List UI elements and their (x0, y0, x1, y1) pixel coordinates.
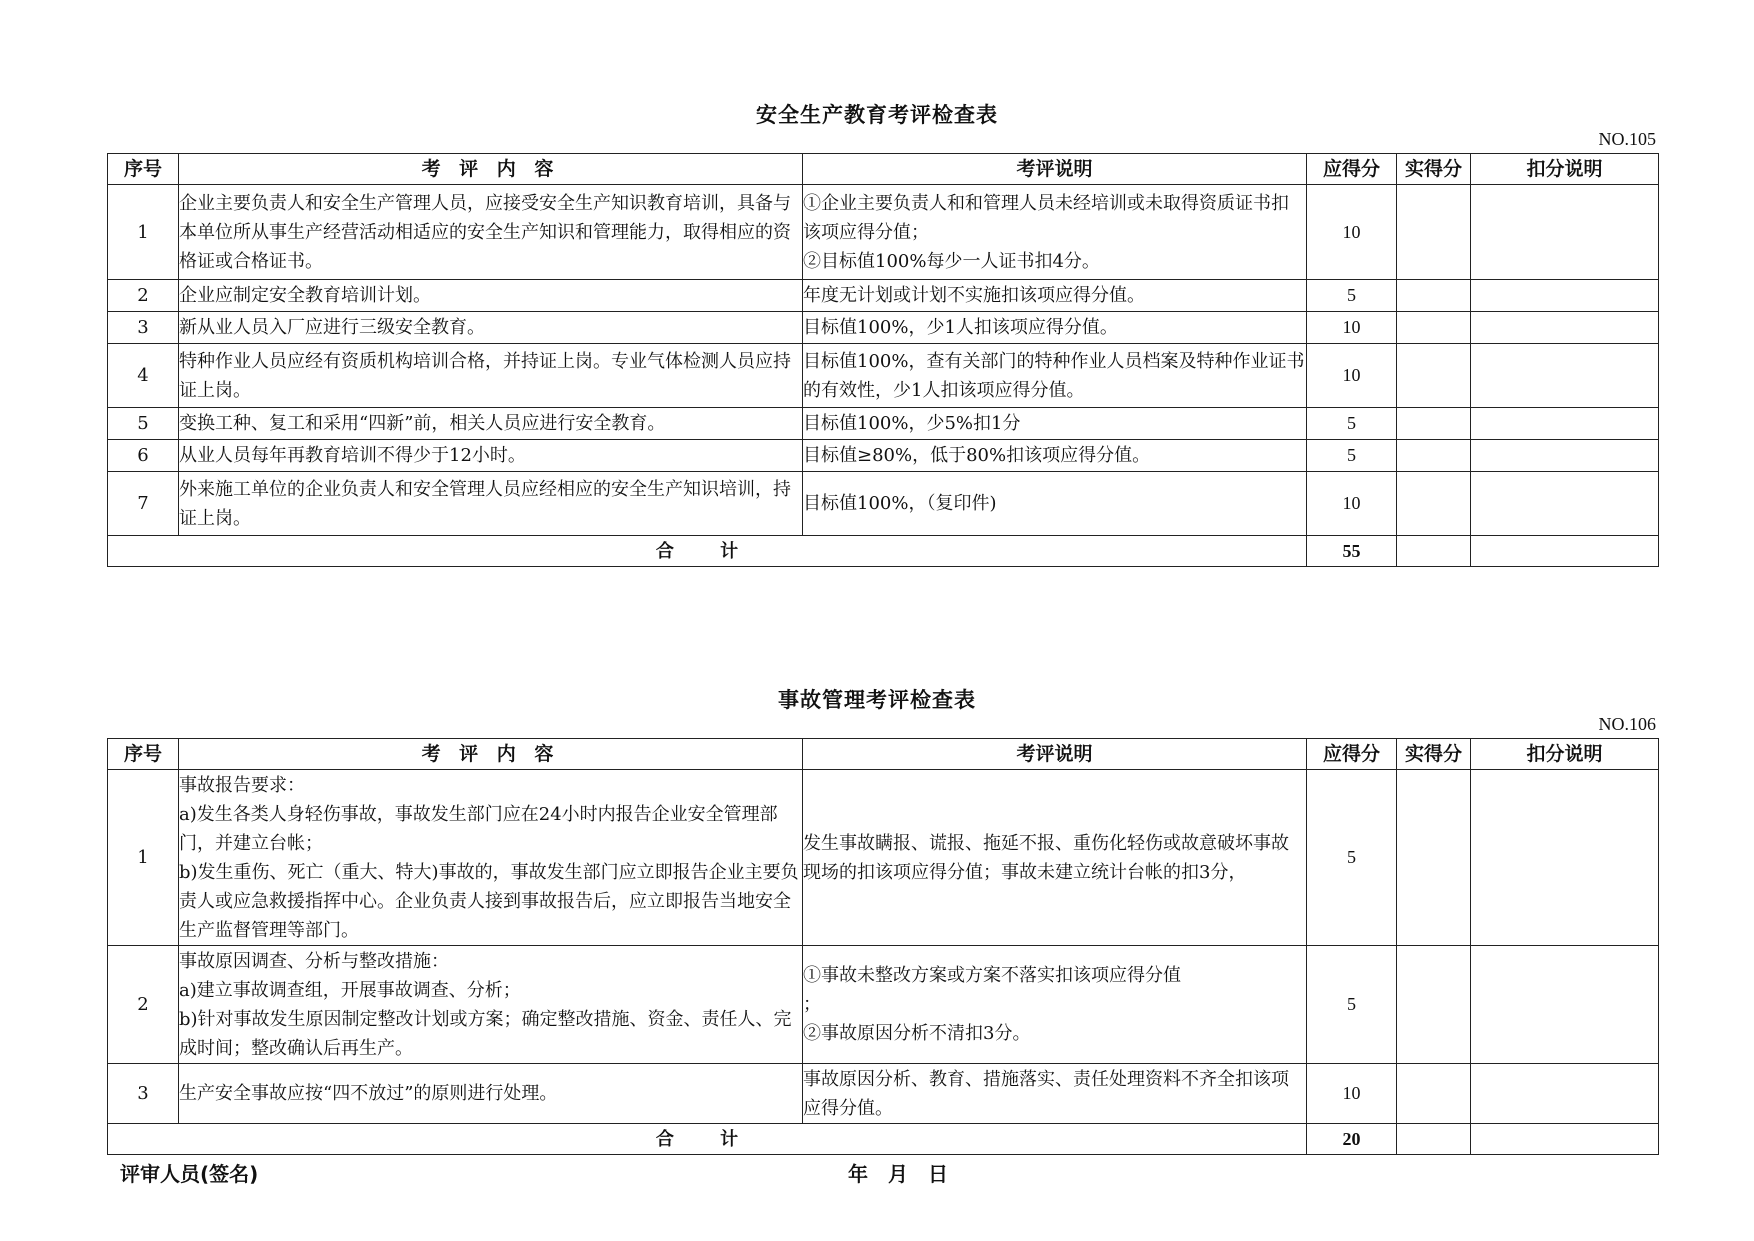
row-points: 5 (1307, 440, 1397, 472)
row-actual-score[interactable] (1397, 770, 1471, 946)
row-actual-score[interactable] (1397, 312, 1471, 344)
row-content-text: 事故原因调查、分析与整改措施： a)建立事故调查组，开展事故调查、分析； b)针对事故发生原因制定整改计划或方案；确定整改措施、资金、责任人、完成时间；整改确认后再生产。 (179, 950, 792, 1059)
row-points: 5 (1307, 770, 1397, 946)
table-row (108, 344, 1659, 408)
row-desc-text: 目标值≥80%，低于80%扣该项应得分值。 (803, 445, 1151, 466)
row-content (179, 946, 803, 1064)
row-desc-text: 目标值100%，少1人扣该项应得分值。 (803, 317, 1118, 338)
total-points: 20 (1307, 1124, 1397, 1155)
table-row (108, 280, 1659, 312)
table-row (108, 312, 1659, 344)
row-points: 5 (1307, 280, 1397, 312)
col-header-points: 应得分 (1307, 154, 1397, 185)
col-header-no: 序号 (108, 154, 179, 185)
row-desc (803, 344, 1307, 408)
table2-total-row (108, 1124, 1659, 1155)
row-content-text: 特种作业人员应经有资质机构培训合格，并持证上岗。专业气体检测人员应持证上岗。 (179, 350, 791, 401)
table2-title: 事故管理考评检查表 (778, 688, 976, 712)
row-content-text: 新从业人员入厂应进行三级安全教育。 (179, 317, 485, 338)
row-desc (803, 440, 1307, 472)
row-content-text: 企业应制定安全教育培训计划。 (179, 285, 431, 306)
row-content (179, 770, 803, 946)
row-no: 4 (108, 344, 179, 408)
row-desc (803, 312, 1307, 344)
row-deduction-note[interactable] (1471, 280, 1659, 312)
row-no: 7 (108, 472, 179, 536)
row-desc-text: 发生事故瞒报、谎报、拖延不报、重伤化轻伤或故意破坏事故现场的扣该项应得分值；事故未建立统计台帐的扣3分， (803, 832, 1289, 883)
row-points: 10 (1307, 312, 1397, 344)
row-desc-text: 事故原因分析、教育、措施落实、责任处理资料不齐全扣该项应得分值。 (803, 1068, 1289, 1119)
row-no: 3 (108, 1064, 179, 1124)
row-actual-score[interactable] (1397, 185, 1471, 280)
row-deduction-note[interactable] (1471, 946, 1659, 1064)
row-actual-score[interactable] (1397, 408, 1471, 440)
row-no: 5 (108, 408, 179, 440)
row-content-text: 变换工种、复工和采用“四新”前，相关人员应进行安全教育。 (179, 413, 666, 434)
row-actual-score[interactable] (1397, 472, 1471, 536)
col-header-content: 考 评 内 容 (179, 739, 803, 770)
table1-title: 安全生产教育考评检查表 (756, 103, 998, 127)
col-header-desc: 考评说明 (803, 739, 1307, 770)
col-header-actual: 实得分 (1397, 739, 1471, 770)
total-deduction-note[interactable] (1471, 536, 1659, 567)
table1-total-row (108, 536, 1659, 567)
row-content-text: 企业主要负责人和安全生产管理人员，应接受安全生产知识教育培训，具备与本单位所从事生产经营活动相适应的安全生产知识和管理能力，取得相应的资格证或合格证书。 (179, 192, 791, 272)
row-actual-score[interactable] (1397, 946, 1471, 1064)
col-header-desc: 考评说明 (803, 154, 1307, 185)
row-content (179, 1064, 803, 1124)
reviewer-signature-label: 评审人员(签名) (120, 1162, 259, 1186)
row-desc (803, 946, 1307, 1064)
row-desc (803, 770, 1307, 946)
col-header-actual: 实得分 (1397, 154, 1471, 185)
row-actual-score[interactable] (1397, 1064, 1471, 1124)
row-points: 10 (1307, 1064, 1397, 1124)
table2-header-row (108, 739, 1659, 770)
table1-doc-no: NO.105 (1598, 129, 1656, 149)
row-no: 2 (108, 946, 179, 1064)
row-content (179, 280, 803, 312)
row-desc (803, 1064, 1307, 1124)
row-deduction-note[interactable] (1471, 185, 1659, 280)
row-points: 10 (1307, 472, 1397, 536)
table1-sheet (107, 153, 1659, 567)
row-desc-text: 目标值100%，查有关部门的特种作业人员档案及特种作业证书的有效性，少1人扣该项应得分值。 (803, 350, 1305, 401)
row-content (179, 472, 803, 536)
row-no: 1 (108, 770, 179, 946)
table-row (108, 185, 1659, 280)
row-deduction-note[interactable] (1471, 344, 1659, 408)
row-points: 10 (1307, 344, 1397, 408)
row-points: 5 (1307, 408, 1397, 440)
row-desc-text: 目标值100%，（复印件) (803, 493, 997, 514)
row-desc-text: ①企业主要负责人和和管理人员未经培训或未取得资质证书扣该项应得分值； ②目标值100%每少一人证书扣4分。 (803, 192, 1289, 272)
col-header-deduction: 扣分说明 (1471, 154, 1659, 185)
table2-doc-no: NO.106 (1598, 714, 1656, 734)
row-actual-score[interactable] (1397, 344, 1471, 408)
table1-header-row (108, 154, 1659, 185)
row-points: 10 (1307, 185, 1397, 280)
row-actual-score[interactable] (1397, 440, 1471, 472)
row-actual-score[interactable] (1397, 280, 1471, 312)
row-no: 3 (108, 312, 179, 344)
col-header-points: 应得分 (1307, 739, 1397, 770)
row-deduction-note[interactable] (1471, 1064, 1659, 1124)
total-label: 合 计 (108, 1124, 1307, 1155)
table-row (108, 946, 1659, 1064)
row-deduction-note[interactable] (1471, 472, 1659, 536)
row-desc-text: 年度无计划或计划不实施扣该项应得分值。 (803, 285, 1145, 306)
row-deduction-note[interactable] (1471, 312, 1659, 344)
row-content-text: 生产安全事故应按“四不放过”的原则进行处理。 (179, 1083, 558, 1104)
row-no: 6 (108, 440, 179, 472)
total-actual-score[interactable] (1397, 1124, 1471, 1155)
total-label: 合 计 (108, 536, 1307, 567)
row-desc-text: ①事故未整改方案或方案不落实扣该项应得分值 ； ②事故原因分析不清扣3分。 (803, 965, 1181, 1044)
row-deduction-note[interactable] (1471, 770, 1659, 946)
total-deduction-note[interactable] (1471, 1124, 1659, 1155)
table-row (108, 472, 1659, 536)
date-label: 年 月 日 (848, 1162, 948, 1186)
row-content-text: 事故报告要求： a)发生各类人身轻伤事故，事故发生部门应在24小时内报告企业安全管理部门，并建立台帐； b)发生重伤、死亡（重大、特大)事故的，事故发生部门应立即报告企业主要负责人或应急救援指挥中心。企业负责人接到事故报告后，应立即报告当地安全生产监督管理等部门。 (179, 774, 799, 941)
col-header-content: 考 评 内 容 (179, 154, 803, 185)
table-row (108, 408, 1659, 440)
row-desc (803, 472, 1307, 536)
row-content (179, 440, 803, 472)
row-desc (803, 185, 1307, 280)
row-desc-text: 目标值100%，少5%扣1分 (803, 413, 1021, 434)
row-content (179, 312, 803, 344)
row-desc (803, 408, 1307, 440)
total-actual-score[interactable] (1397, 536, 1471, 567)
table-row (108, 440, 1659, 472)
row-deduction-note[interactable] (1471, 440, 1659, 472)
row-content (179, 408, 803, 440)
row-points: 5 (1307, 946, 1397, 1064)
row-no: 2 (108, 280, 179, 312)
total-points: 55 (1307, 536, 1397, 567)
row-no: 1 (108, 185, 179, 280)
row-content (179, 344, 803, 408)
row-content-text: 外来施工单位的企业负责人和安全管理人员应经相应的安全生产知识培训，持证上岗。 (179, 478, 791, 529)
row-deduction-note[interactable] (1471, 408, 1659, 440)
col-header-deduction: 扣分说明 (1471, 739, 1659, 770)
row-desc (803, 280, 1307, 312)
col-header-no: 序号 (108, 739, 179, 770)
table-row (108, 770, 1659, 946)
table2-sheet (107, 738, 1659, 1155)
row-content-text: 从业人员每年再教育培训不得少于12小时。 (179, 445, 526, 466)
table-row (108, 1064, 1659, 1124)
row-content (179, 185, 803, 280)
